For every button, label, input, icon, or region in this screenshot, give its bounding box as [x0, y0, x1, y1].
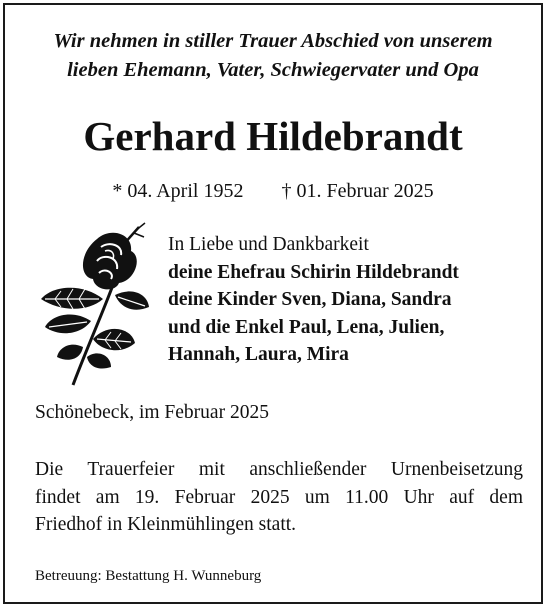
mourner-line: und die Enkel Paul, Lena, Julien, — [168, 316, 445, 338]
life-dates — [5, 179, 541, 203]
deceased-name: Gerhard Hildebrandt — [83, 113, 463, 159]
mourners-block — [168, 231, 459, 369]
service-line: Friedhof in Kleinmühlingen statt. — [35, 514, 297, 535]
mourner-line: deine Ehefrau Schirin Hildebrandt — [168, 261, 459, 283]
mourner-line: Hannah, Laura, Mira — [168, 344, 349, 365]
intro-line-1: Wir nehmen in stiller Trauer Abschied von unserem — [53, 30, 493, 52]
rose-icon — [35, 217, 150, 387]
mourner-line: deine Kinder Sven, Diana, Sandra — [168, 289, 452, 310]
intro-line-2: lieben Ehemann, Vater, Schwiegervater und Opa — [67, 59, 479, 81]
mourners-lead: In Liebe und Dankbarkeit — [168, 234, 369, 255]
service-info — [35, 456, 523, 539]
birth-date: * 04. April 1952 — [112, 180, 244, 202]
intro-text — [5, 27, 541, 85]
service-line: Die Trauerfeier mit anschließender Urnenbeisetzung — [35, 459, 523, 480]
place-date: Schönebeck, im Februar 2025 — [35, 402, 269, 423]
obituary-card — [3, 3, 543, 604]
death-date: † 01. Februar 2025 — [281, 180, 434, 202]
service-line: findet am 19. Februar 2025 um 11.00 Uhr auf dem — [35, 486, 523, 508]
funeral-home-credit: Betreuung: Bestattung H. Wunneburg — [35, 568, 262, 584]
